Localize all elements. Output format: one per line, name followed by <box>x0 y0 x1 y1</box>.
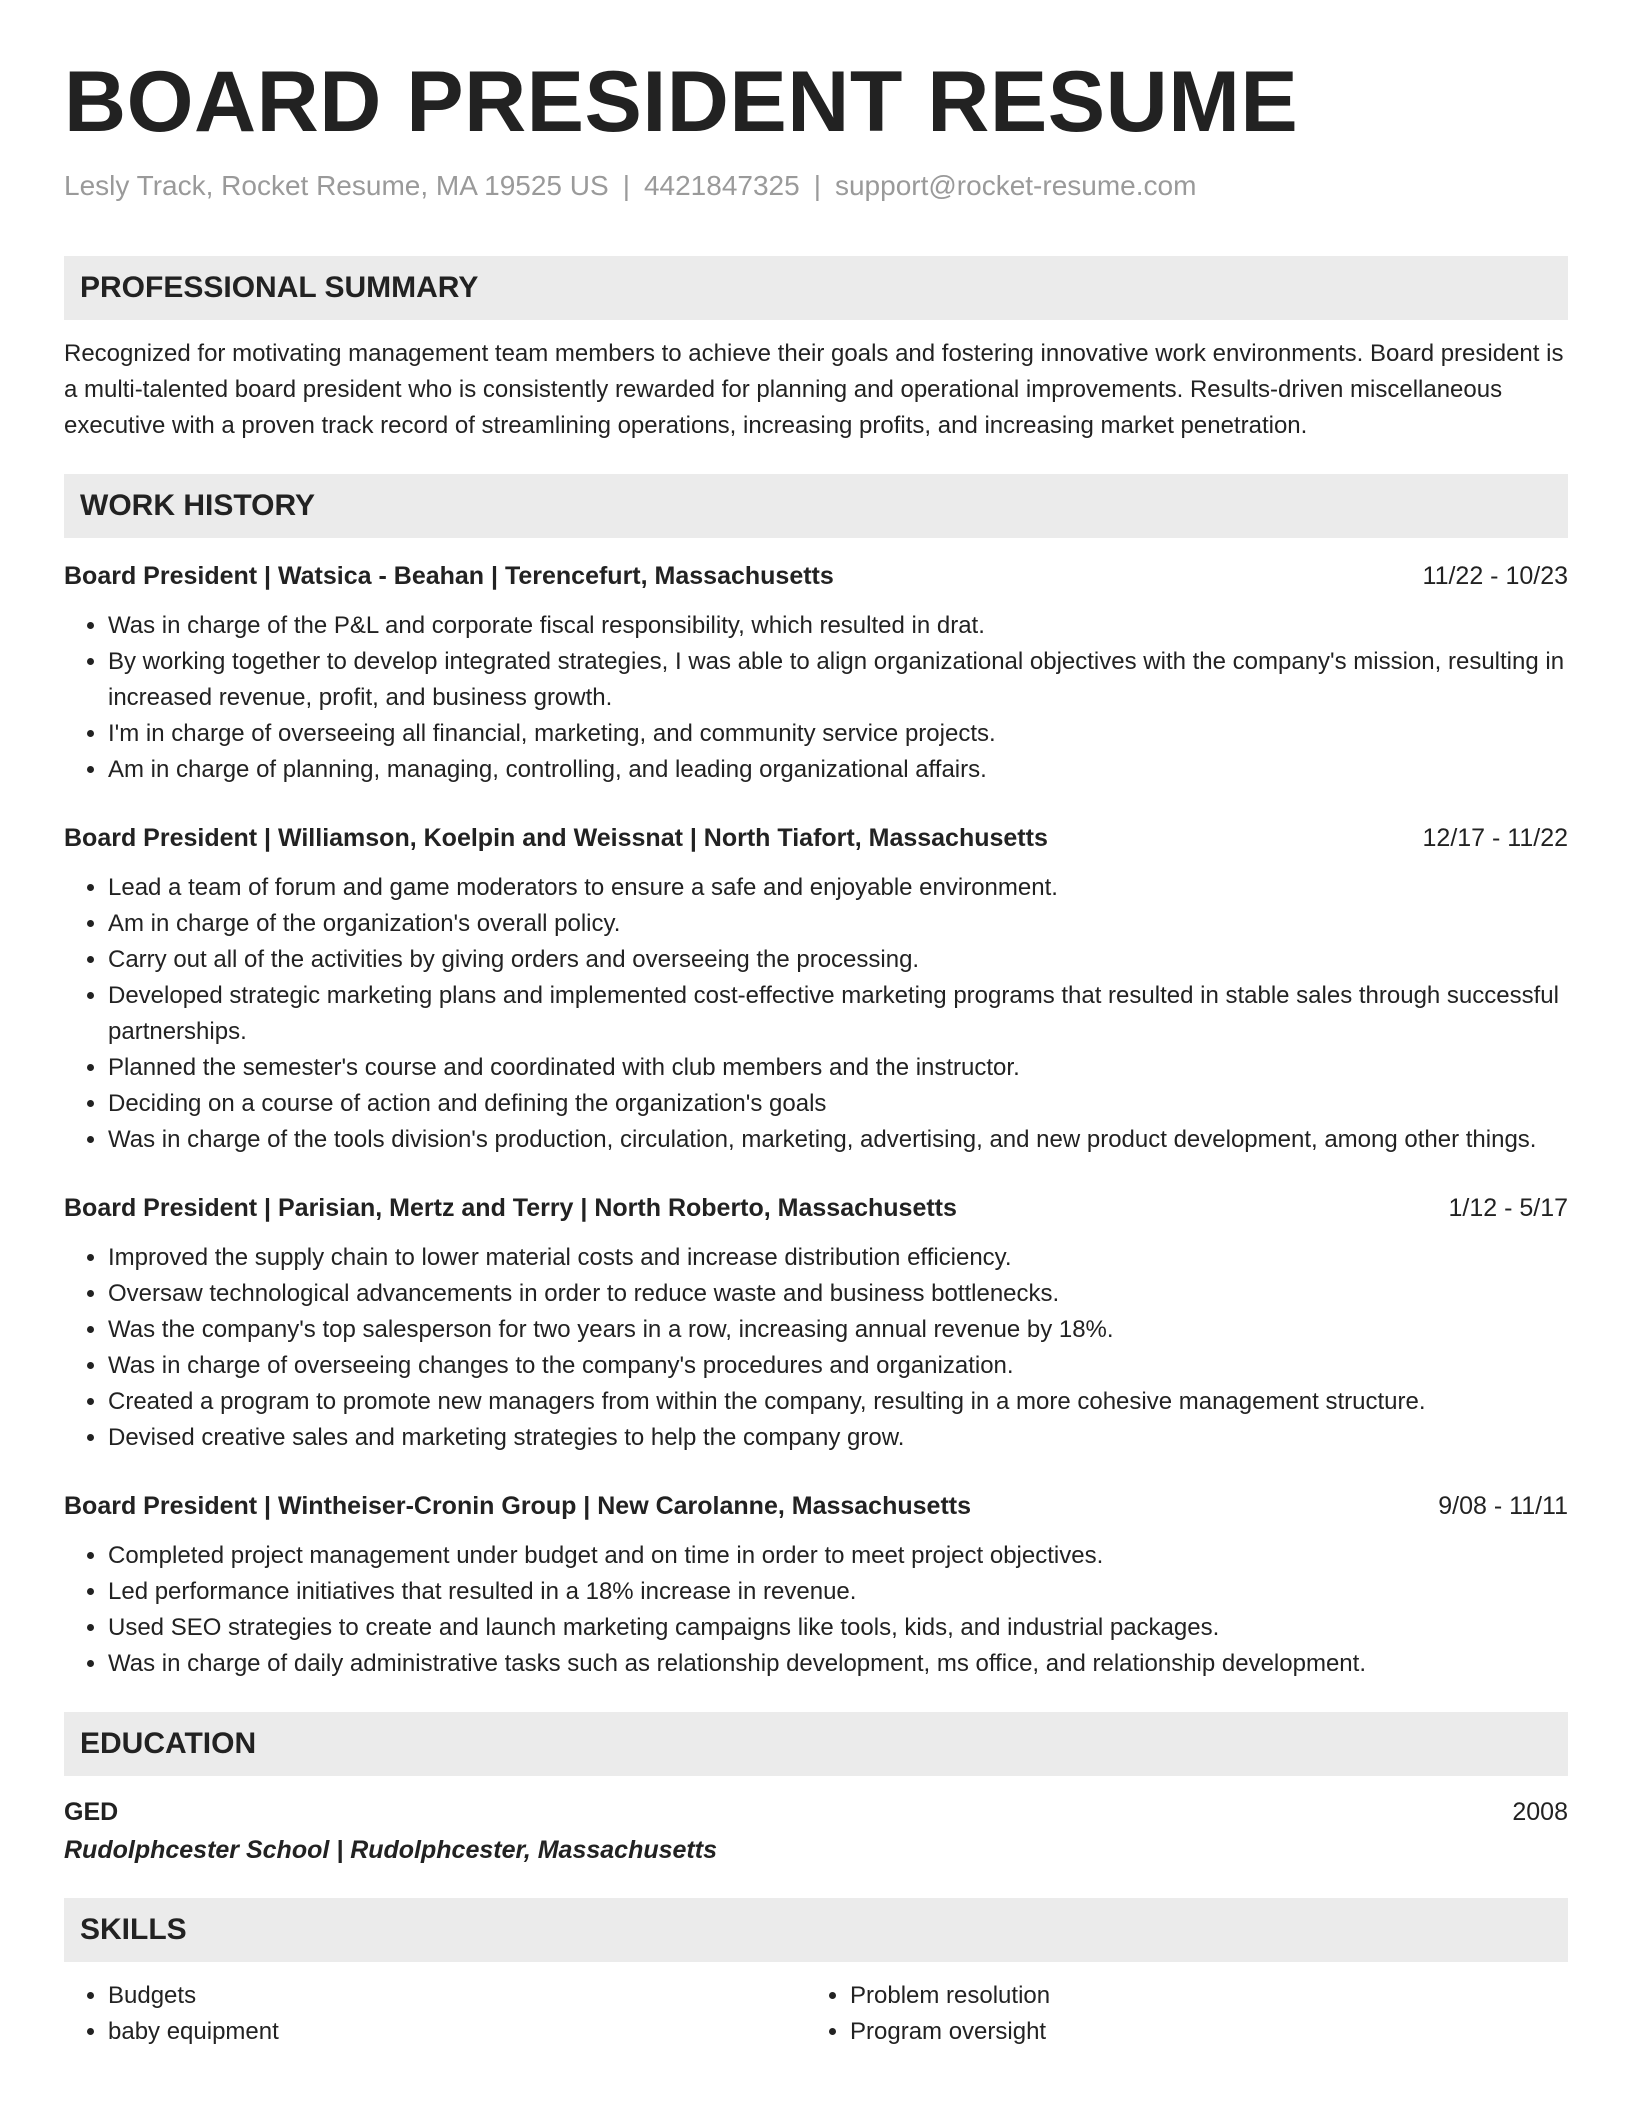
job-bullet: • Am in charge of the organization's overall policy. <box>108 906 1568 942</box>
job-bullet: • Created a program to promote new managers from within the company, resulting in a more cohesive management structure. <box>108 1384 1568 1420</box>
resume-title: BOARD PRESIDENT RESUME <box>64 54 1299 150</box>
education-header <box>64 1794 1568 1830</box>
job-bullet: • Completed project management under budget and on time in order to meet project objectives. <box>108 1538 1568 1574</box>
job-bullets <box>64 608 1568 788</box>
job-bullets <box>64 1240 1568 1456</box>
section-heading-summary: PROFESSIONAL SUMMARY <box>64 256 1568 320</box>
job-bullet: • By working together to develop integrated strategies, I was able to align organizational objectives with the company's mission, resulting in increased revenue, profit, and business growth. <box>108 644 1568 716</box>
skill-item: • baby equipment <box>108 2014 806 2050</box>
job-bullet: • Oversaw technological advancements in order to reduce waste and business bottlenecks. <box>108 1276 1568 1312</box>
job-dates: 1/12 - 5/17 <box>1448 1194 1568 1222</box>
skill-item: • Problem resolution <box>850 1978 1548 2014</box>
job-header <box>64 1190 1568 1226</box>
job-bullet: • Lead a team of forum and game moderators to ensure a safe and enjoyable environment. <box>108 870 1568 906</box>
job-entry <box>64 820 1568 1158</box>
job-header <box>64 558 1568 594</box>
job-bullet: • Developed strategic marketing plans and implemented cost-effective marketing programs that resulted in stable sales through successful partnerships. <box>108 978 1568 1050</box>
job-bullet: • Deciding on a course of action and defining the organization's goals <box>108 1086 1568 1122</box>
job-title: Board President | Parisian, Mertz and Terry | North Roberto, Massachusetts <box>64 1194 957 1222</box>
job-title: Board President | Wintheiser-Cronin Group | New Carolanne, Massachusetts <box>64 1492 971 1520</box>
section-heading-work: WORK HISTORY <box>64 474 1568 538</box>
contact-separator: | <box>813 170 821 201</box>
section-heading-skills: SKILLS <box>64 1898 1568 1962</box>
summary-text: Recognized for motivating management team members to achieve their goals and fostering innovative work environments. Board president is a multi-talented board president who is consistently rewarded for planning and operational improvements. Results-driven miscellaneous executive with a proven track record of streamlining operations, increasing profits, and increasing market penetration. <box>64 340 1564 439</box>
job-header <box>64 1488 1568 1524</box>
job-bullet: • Used SEO strategies to create and launch marketing campaigns like tools, kids, and industrial packages. <box>108 1610 1568 1646</box>
job-bullet: • Was in charge of overseeing changes to the company's procedures and organization. <box>108 1348 1568 1384</box>
skills-list <box>64 1978 1568 2050</box>
skill-item: • Budgets <box>108 1978 806 2014</box>
job-bullet: • Carry out all of the activities by giving orders and overseeing the processing. <box>108 942 1568 978</box>
contact-separator: | <box>622 170 630 201</box>
education-degree: GED <box>64 1798 119 1826</box>
job-bullet: • Devised creative sales and marketing strategies to help the company grow. <box>108 1420 1568 1456</box>
skills-column-right <box>806 1978 1548 2050</box>
job-title: Board President | Williamson, Koelpin and Weissnat | North Tiafort, Massachusetts <box>64 824 1048 852</box>
job-bullet: • Was in charge of daily administrative tasks such as relationship development, ms office, and relationship development. <box>108 1646 1568 1682</box>
job-bullets <box>64 870 1568 1158</box>
job-bullet: • Was in charge of the P&L and corporate fiscal responsibility, which resulted in drat. <box>108 608 1568 644</box>
section-heading-education: EDUCATION <box>64 1712 1568 1776</box>
job-bullet: • I'm in charge of overseeing all financial, marketing, and community service projects. <box>108 716 1568 752</box>
education-school: Rudolphcester School | Rudolphcester, Massachusetts <box>64 1836 717 1864</box>
contact-phone: 4421847325 <box>643 170 800 201</box>
contact-email[interactable]: support@rocket-resume.com <box>834 170 1197 201</box>
job-bullets <box>64 1538 1568 1682</box>
job-bullet: • Am in charge of planning, managing, controlling, and leading organizational affairs. <box>108 752 1568 788</box>
education-entry <box>64 1794 1568 1868</box>
job-bullet: • Was the company's top salesperson for two years in a row, increasing annual revenue by 18%. <box>108 1312 1568 1348</box>
job-bullet: • Planned the semester's course and coordinated with club members and the instructor. <box>108 1050 1568 1086</box>
job-dates: 12/17 - 11/22 <box>1422 824 1568 852</box>
job-entry <box>64 1488 1568 1682</box>
job-bullet: • Was in charge of the tools division's production, circulation, marketing, advertising, and new product development, among other things. <box>108 1122 1568 1158</box>
job-title: Board President | Watsica - Beahan | Terencefurt, Massachusetts <box>64 562 834 590</box>
job-entry <box>64 1190 1568 1456</box>
job-entry <box>64 558 1568 788</box>
job-dates: 9/08 - 11/11 <box>1438 1492 1568 1520</box>
contact-address: Lesly Track, Rocket Resume, MA 19525 US <box>64 170 609 201</box>
education-year: 2008 <box>1512 1798 1568 1826</box>
job-dates: 11/22 - 10/23 <box>1422 562 1568 590</box>
contact-line <box>64 166 1568 206</box>
job-header <box>64 820 1568 856</box>
skills-column-left <box>64 1978 806 2050</box>
job-bullet: • Led performance initiatives that resulted in a 18% increase in revenue. <box>108 1574 1568 1610</box>
job-bullet: • Improved the supply chain to lower material costs and increase distribution efficiency. <box>108 1240 1568 1276</box>
skill-item: • Program oversight <box>850 2014 1548 2050</box>
